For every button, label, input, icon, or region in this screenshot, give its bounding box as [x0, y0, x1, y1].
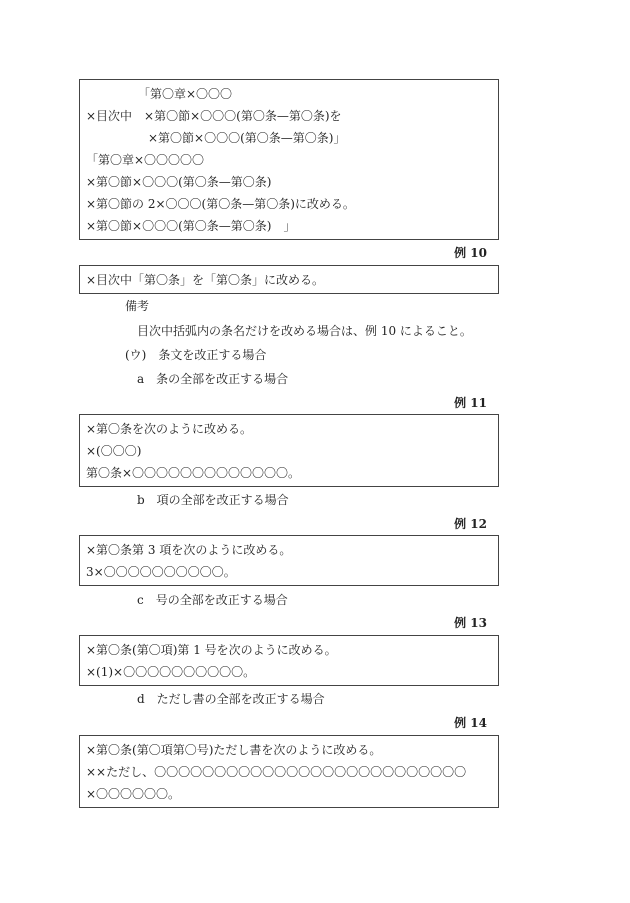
example-label: 例 13: [454, 616, 487, 630]
box-line: ××ただし、〇〇〇〇〇〇〇〇〇〇〇〇〇〇〇〇〇〇〇〇〇〇〇〇〇〇: [86, 765, 467, 779]
subsection-heading: d ただし書の全部を改正する場合: [137, 692, 325, 706]
box-line: ×第〇条を次のように改める。: [86, 422, 253, 436]
box-line: ×第〇節×〇〇〇(第〇条—第〇条): [86, 175, 272, 189]
note-heading: 備考: [125, 299, 150, 313]
box-line: ×(〇〇〇): [86, 444, 142, 458]
box-line: ×〇〇〇〇〇〇。: [86, 787, 181, 801]
subsection-heading: a 条の全部を改正する場合: [137, 372, 289, 386]
example-box-12: [79, 535, 499, 586]
example-label: 例 10: [454, 246, 487, 260]
example-box-10: [79, 265, 499, 294]
example-label: 例 14: [454, 716, 487, 730]
box-line: 「第〇章×〇〇〇〇〇: [86, 153, 205, 167]
section-heading: (ウ) 条文を改正する場合: [125, 348, 267, 362]
example-label: 例 12: [454, 517, 487, 531]
example-label: 例 11: [454, 396, 487, 410]
box-line: 第〇条×〇〇〇〇〇〇〇〇〇〇〇〇〇。: [86, 466, 301, 480]
subsection-heading: c 号の全部を改正する場合: [137, 593, 288, 607]
box-line: ×第〇節の 2×〇〇〇(第〇条—第〇条)に改める。: [86, 197, 355, 211]
box-line: ×第〇条第 3 項を次のように改める。: [86, 543, 292, 557]
box-line: ×目次中 ×第〇節×〇〇〇(第〇条—第〇条)を: [86, 109, 342, 123]
box-line: ×目次中「第〇条」を「第〇条」に改める。: [86, 273, 325, 287]
box-line: 3×〇〇〇〇〇〇〇〇〇〇。: [86, 565, 236, 579]
note-text: 目次中括弧内の条名だけを改める場合は、例 10 によること。: [137, 324, 472, 338]
example-box-14: [79, 735, 499, 808]
example-box-9: [79, 79, 499, 240]
box-line: ×第〇節×〇〇〇(第〇条—第〇条)」: [148, 131, 346, 145]
box-line: 「第〇章×〇〇〇: [138, 87, 233, 101]
example-box-11: [79, 414, 499, 487]
box-line: ×第〇条(第〇項第〇号)ただし書を次のように改める。: [86, 743, 382, 757]
box-line: ×第〇節×〇〇〇(第〇条—第〇条) 」: [86, 219, 296, 233]
box-line: ×(1)×〇〇〇〇〇〇〇〇〇〇。: [86, 665, 256, 679]
example-box-13: [79, 635, 499, 686]
subsection-heading: b 項の全部を改正する場合: [137, 493, 289, 507]
box-line: ×第〇条(第〇項)第 1 号を次のように改める。: [86, 643, 337, 657]
